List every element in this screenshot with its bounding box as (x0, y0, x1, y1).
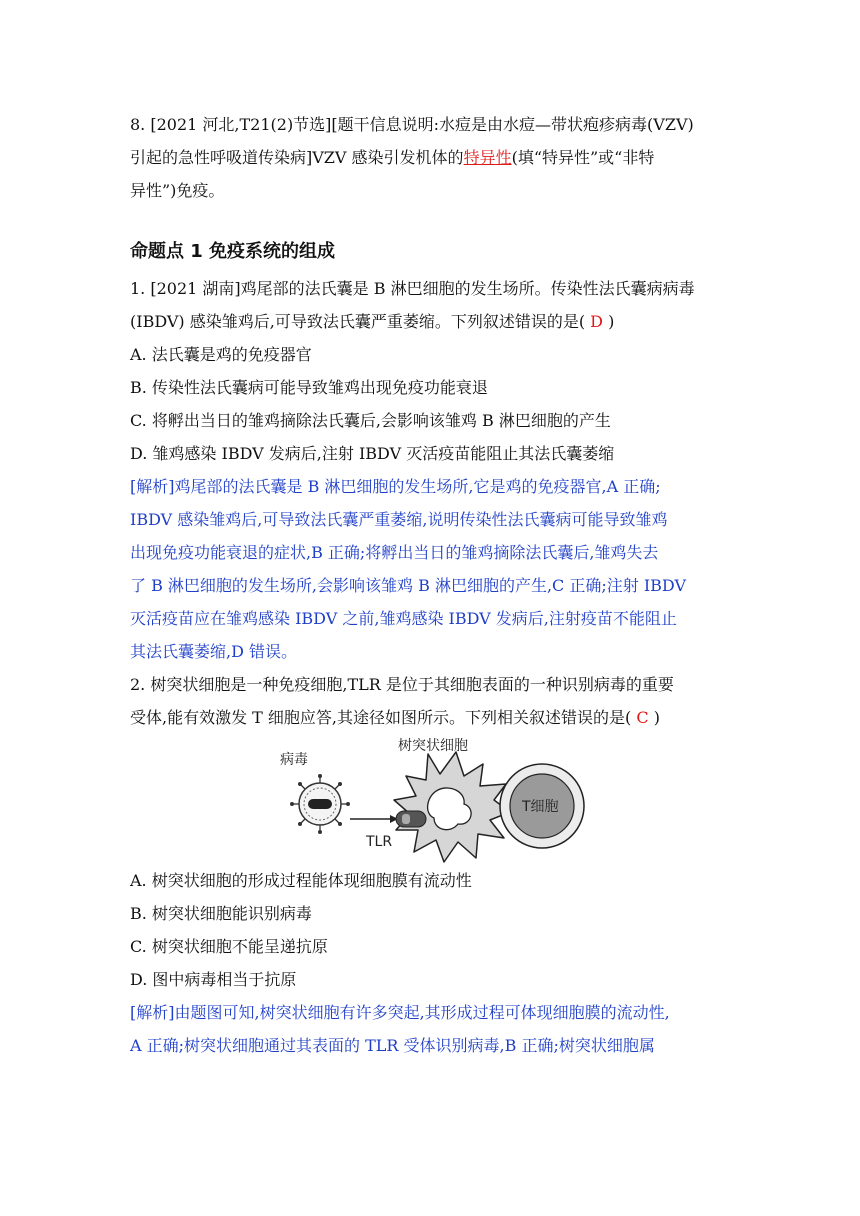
q8-line-1: 8. [2021 河北,T21(2)节选][题干信息说明:水痘是由水痘—带状疱疹病毒(VZV) (130, 115, 694, 134)
virus-label: 病毒 (280, 752, 308, 768)
figure-svg (278, 734, 598, 864)
document-page (130, 108, 730, 1062)
dendritic-cell-icon (394, 752, 510, 862)
tlr-label: TLR (366, 834, 393, 850)
q8-line-2 (130, 141, 730, 174)
q1-analysis-line: [解析]鸡尾部的法氏囊是 B 淋巴细胞的发生场所,它是鸡的免疫器官,A 正确; (130, 477, 661, 496)
q2-option-b: B. 树突状细胞能识别病毒 (130, 904, 312, 923)
q2-option-a: A. 树突状细胞的形成过程能体现细胞膜有流动性 (130, 871, 472, 890)
question-1 (130, 272, 730, 668)
q1-analysis-line: IBDV 感染雏鸡后,可导致法氏囊严重萎缩,说明传染性法氏囊病可能导致雏鸡 (130, 510, 668, 529)
q1-line-2-post: ) (608, 312, 615, 331)
q2-answer: C (631, 708, 654, 727)
q8-line-2-pre: 引起的急性呼吸道传染病]VZV 感染引发机体的 (130, 148, 464, 167)
arrow-icon (350, 815, 398, 823)
q1-analysis (130, 470, 730, 668)
dendritic-cell-figure (130, 734, 730, 864)
q1-option-b: B. 传染性法氏囊病可能导致雏鸡出现免疫功能衰退 (130, 378, 488, 397)
q1-analysis-line: 灭活疫苗应在雏鸡感染 IBDV 之前,雏鸡感染 IBDV 发病后,注射疫苗不能阻止 (130, 609, 677, 628)
q1-option-d: D. 雏鸡感染 IBDV 发病后,注射 IBDV 灭活疫苗能阻止其法氏囊萎缩 (130, 444, 615, 463)
q1-line-2 (130, 305, 730, 338)
q1-analysis-line: 了 B 淋巴细胞的发生场所,会影响该雏鸡 B 淋巴细胞的产生,C 正确;注射 IBDV (130, 576, 687, 595)
q2-line-1: 2. 树突状细胞是一种免疫细胞,TLR 是位于其细胞表面的一种识别病毒的重要 (130, 675, 674, 694)
q1-option-c: C. 将孵出当日的雏鸡摘除法氏囊后,会影响该雏鸡 B 淋巴细胞的产生 (130, 411, 611, 430)
dendritic-cell-label: 树突状细胞 (398, 738, 468, 754)
t-cell-label: T细胞 (522, 799, 559, 815)
q1-line-1: 1. [2021 湖南]鸡尾部的法氏囊是 B 淋巴细胞的发生场所。传染性法氏囊病病毒 (130, 279, 695, 298)
q2-option-d: D. 图中病毒相当于抗原 (130, 970, 297, 989)
section-heading: 命题点 1 免疫系统的组成 (130, 241, 336, 262)
tlr-receptor-icon (396, 811, 426, 827)
question-8 (130, 108, 730, 207)
q1-answer: D (585, 312, 609, 331)
q8-line-3: 异性”)免疫。 (130, 181, 225, 200)
q2-analysis-line: A 正确;树突状细胞通过其表面的 TLR 受体识别病毒,B 正确;树突状细胞属 (130, 1036, 655, 1055)
q2-analysis (130, 996, 730, 1062)
question-2 (130, 668, 730, 1062)
q2-analysis-line: [解析]由题图可知,树突状细胞有许多突起,其形成过程可体现细胞膜的流动性, (130, 1003, 670, 1022)
q1-line-2-pre: (IBDV) 感染雏鸡后,可导致法氏囊严重萎缩。下列叙述错误的是( (130, 312, 586, 331)
q8-answer: 特异性 (463, 148, 512, 167)
q2-line-2-post: ) (653, 708, 660, 727)
q2-option-c: C. 树突状细胞不能呈递抗原 (130, 937, 328, 956)
q2-line-2 (130, 701, 730, 734)
q2-line-2-pre: 受体,能有效激发 T 细胞应答,其途径如图所示。下列相关叙述错误的是( (130, 708, 632, 727)
q8-line-2-post: (填“特异性”或“非特 (511, 148, 655, 167)
q1-analysis-line: 其法氏囊萎缩,D 错误。 (130, 642, 298, 661)
virus-icon (290, 774, 350, 834)
q1-analysis-line: 出现免疫功能衰退的症状,B 正确;将孵出当日的雏鸡摘除法氏囊后,雏鸡失去 (130, 543, 659, 562)
q1-option-a: A. 法氏囊是鸡的免疫器官 (130, 345, 312, 364)
